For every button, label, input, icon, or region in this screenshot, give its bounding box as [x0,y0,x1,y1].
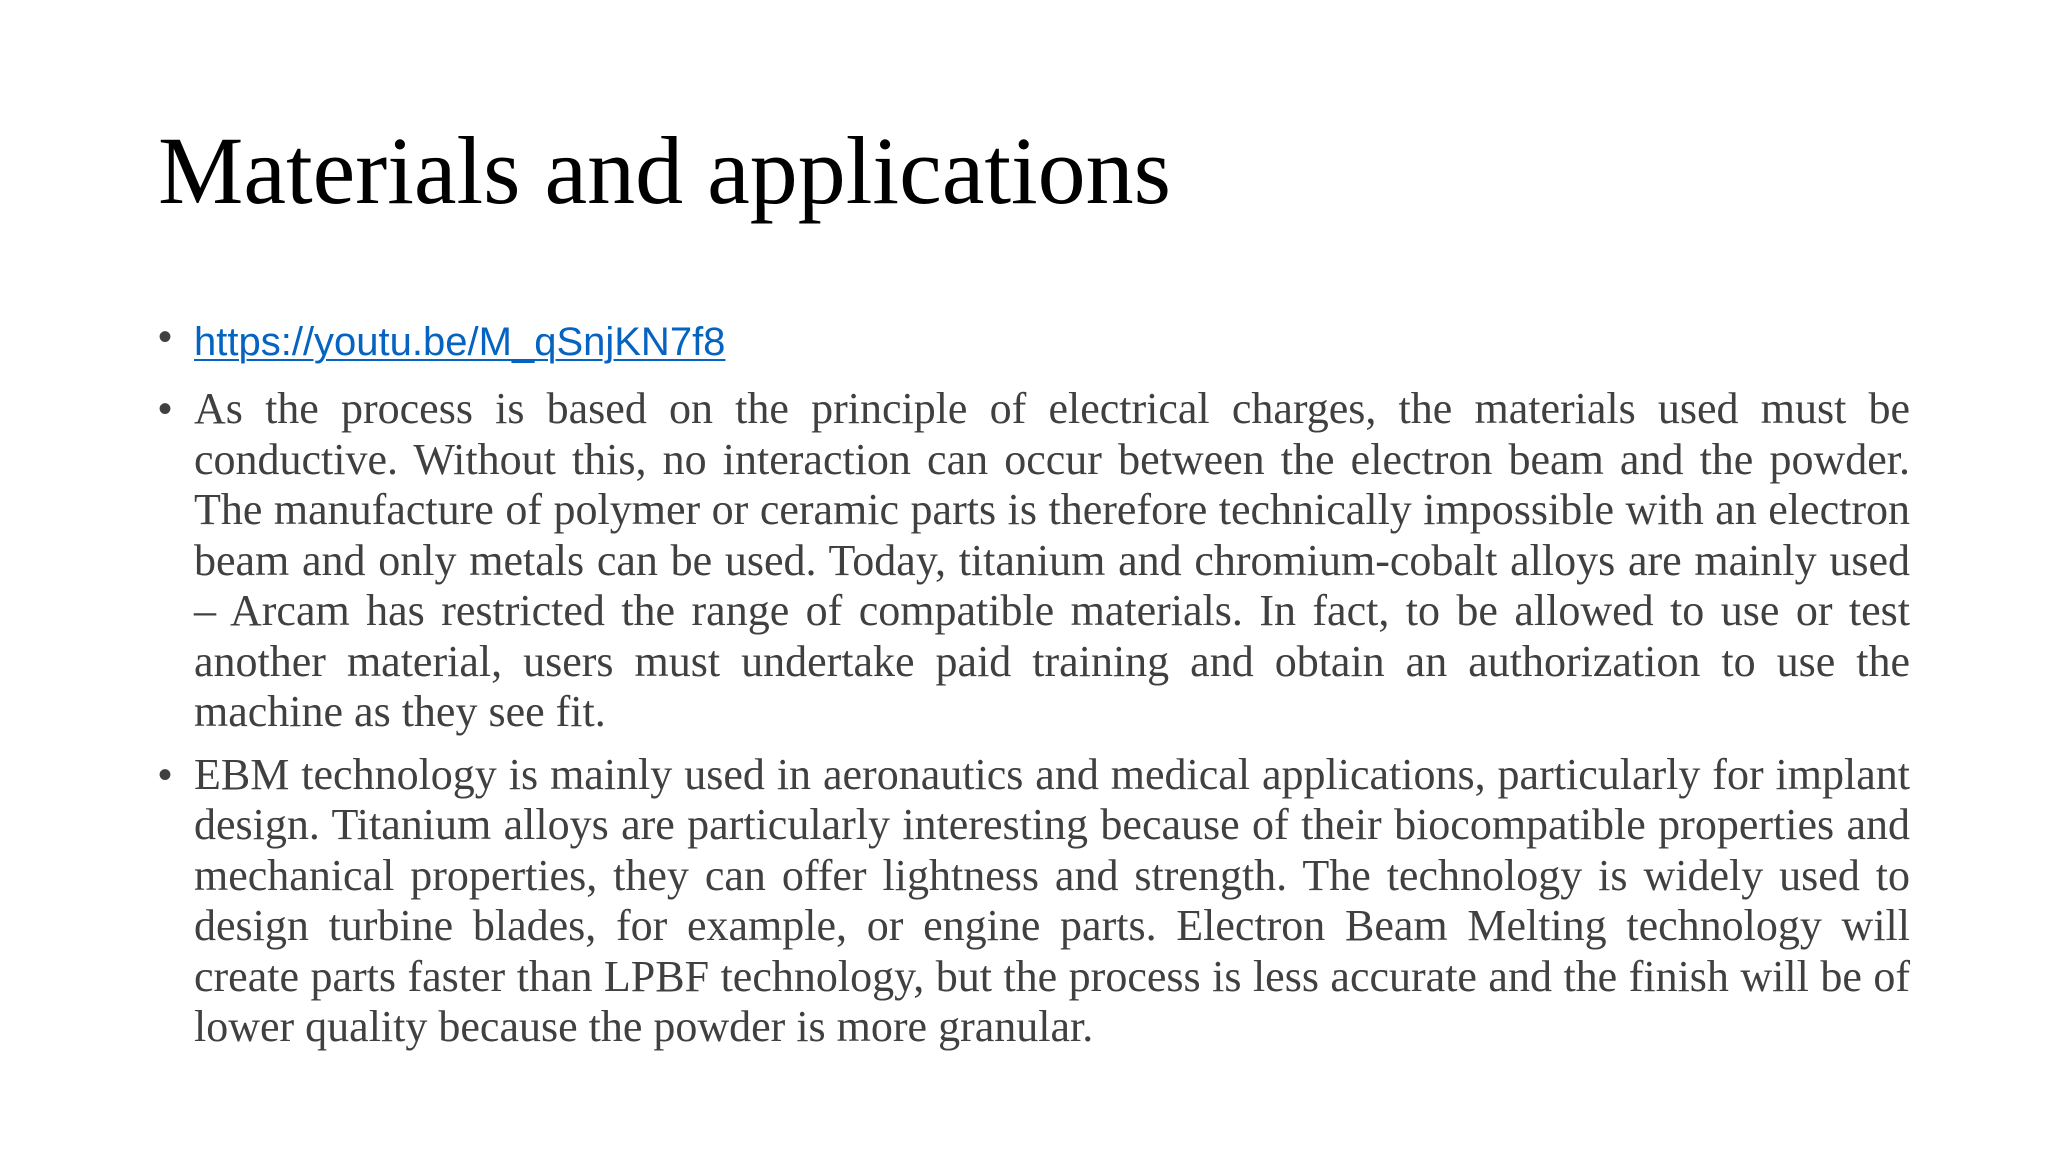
bullet-item-link [158,312,1910,372]
bullet-icon: • [158,387,173,431]
bullet-list [158,312,1910,1065]
applications-paragraph: EBM technology is mainly used in aeronautics and medical applications, particularly for implant design. Titanium alloys are particularly interesting because of their biocompatible properties and mechanical properties, they can offer lightness and strength. The technology is widely used to design turbine blades, for example, or engine parts. Electron Beam Melting technology will create parts faster than LPBF technology, but the process is less accurate and the finish will be of lower quality because the powder is more granular. [194,749,1910,1051]
bullet-icon: • [158,752,173,797]
bullet-item-applications [158,750,1910,1053]
materials-paragraph: As the process is based on the principle of electrical charges, the materials used must be conductive. Without this, no interaction can occur between the electron beam and the powder. The manufacture of polymer or ceramic parts is therefore technically impossible with an electron beam and only metals can be used. Today, titanium and chromium-cobalt alloys are mainly used – Arcam has restricted the range of compatible materials. In fact, to be allowed to use or test another material, users must undertake paid training and obtain an authorization to use the machine as they see fit. [194,384,1910,736]
video-link[interactable]: https://youtu.be/M_qSnjKN7f8 [194,320,726,364]
bullet-icon: • [158,315,173,359]
bullet-item-materials [158,384,1910,738]
slide-title: Materials and applications [158,117,1172,224]
